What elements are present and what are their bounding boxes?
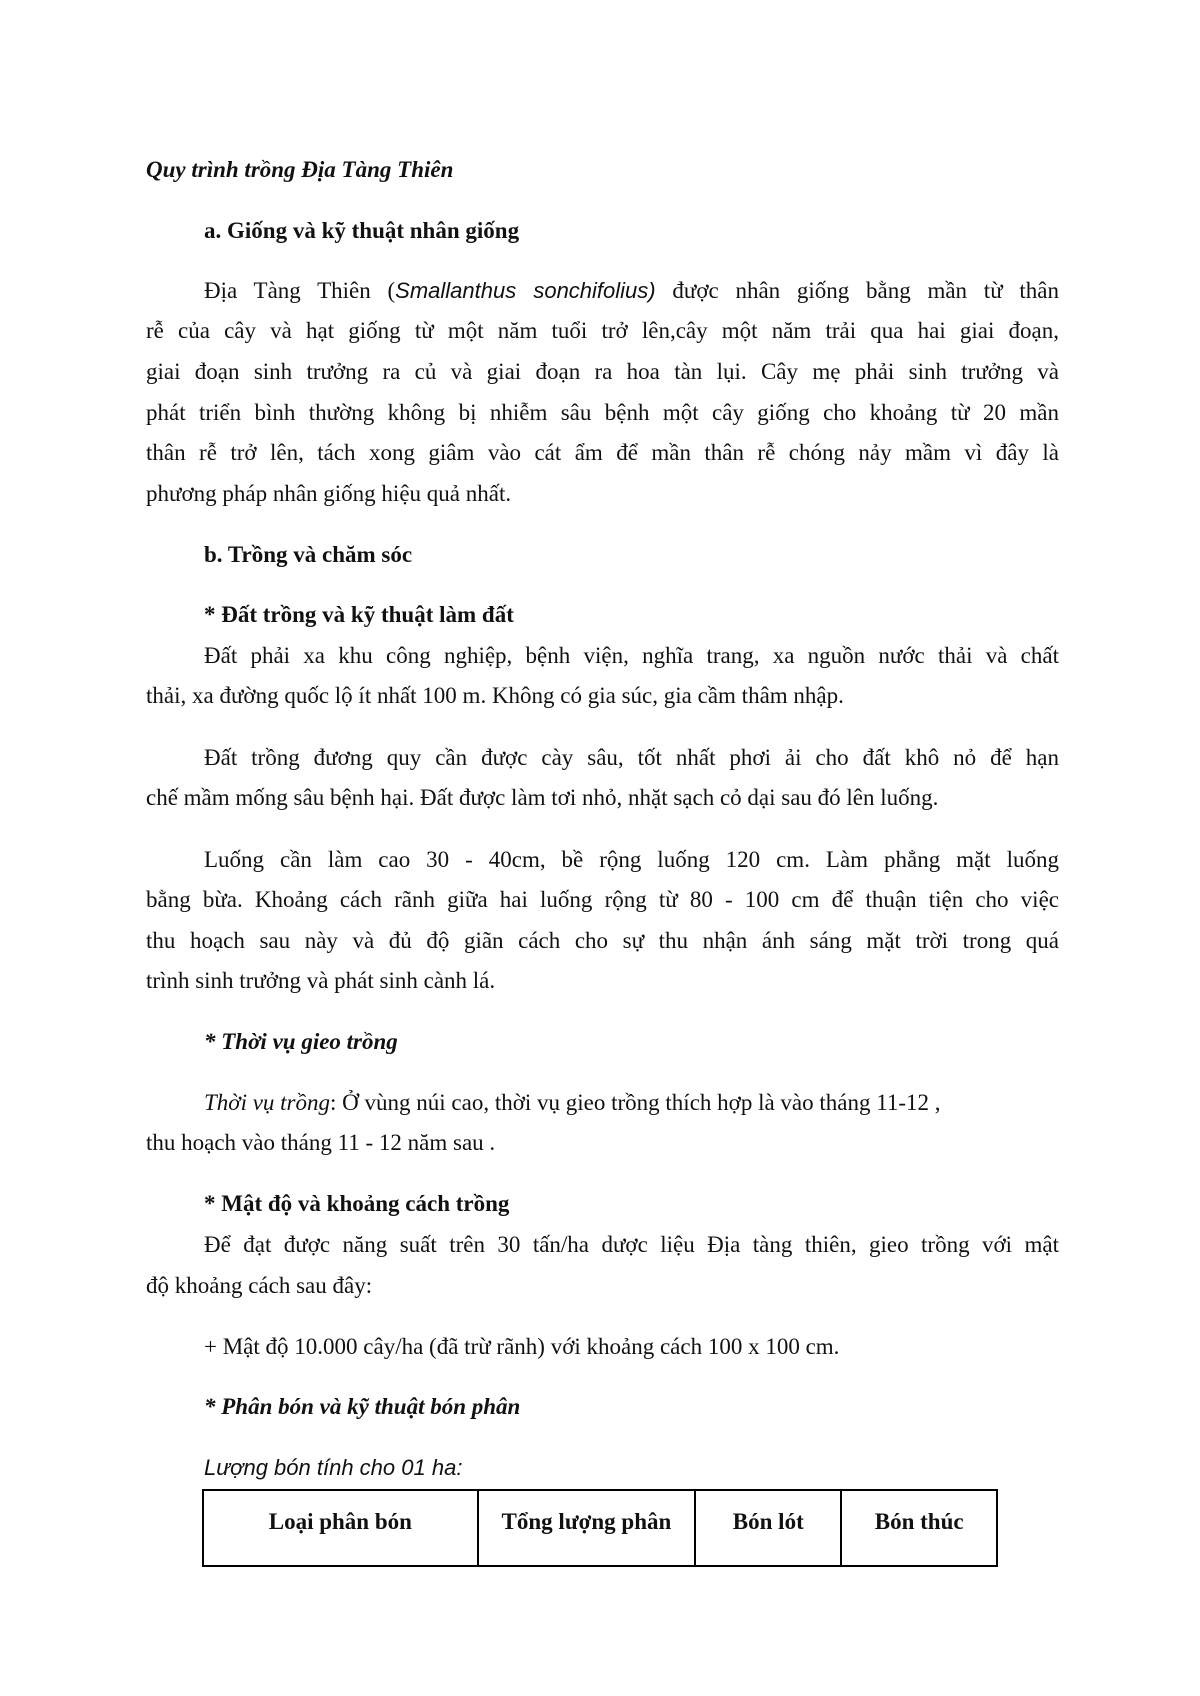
scientific-name: Smallanthus sonchifolius) [395,278,656,303]
soil-heading: * Đất trồng và kỹ thuật làm đất [204,602,514,627]
season-label: Thời vụ trồng [204,1090,331,1115]
table-header-cell: Tổng lượng phân [478,1490,696,1566]
section-a-lead-text: Địa Tàng Thiên ( [204,278,396,303]
section-a-paragraph-first-line [204,276,1059,306]
soil-paragraph-line: thu hoạch sau này và đủ độ giãn cách cho sự thu nhận ánh sáng mặt trời trong quá [146,928,1059,953]
density-paragraph-line: Để đạt được năng suất trên 30 tấn/ha dược liệu Địa tàng thiên, gieo trồng với mật [204,1232,1059,1257]
section-a-paragraph-line: phương pháp nhân giống hiệu quả nhất. [146,481,512,506]
soil-paragraph-line: Luống cần làm cao 30 - 40cm, bề rộng luống 120 cm. Làm phẳng mặt luống [204,847,1059,872]
soil-paragraph-line: Đất phải xa khu công nghiệp, bệnh viện, nghĩa trang, xa nguồn nước thải và chất [204,643,1059,668]
soil-paragraph-line: Đất trồng đương quy cần được cày sâu, tốt nhất phơi ải cho đất khô nỏ để hạn [204,745,1059,770]
section-a-lead-rest: được nhân giống bằng mần từ thân [655,278,1059,303]
fertilizer-table [202,1489,998,1567]
table-header-cell: Loại phân bón [203,1490,478,1566]
section-b-heading: b. Trồng và chăm sóc [204,542,413,567]
season-text: : Ở vùng núi cao, thời vụ gieo trồng thích hợp là vào tháng 11-12 , [330,1090,941,1115]
fertilizer-note: Lượng bón tính cho 01 ha: [204,1455,463,1480]
table-header-row [203,1490,997,1566]
soil-paragraph-line: trình sinh trưởng và phát sinh cành lá. [146,968,496,993]
season-heading: * Thời vụ gieo trồng [204,1029,398,1054]
table-header-cell: Bón lót [695,1490,841,1566]
soil-paragraph-line: thải, xa đường quốc lộ ít nhất 100 m. Không có gia súc, gia cầm thâm nhập. [146,683,844,708]
season-paragraph-line: thu hoạch vào tháng 11 - 12 năm sau . [146,1130,496,1155]
density-item: + Mật độ 10.000 cây/ha (đã trừ rãnh) với khoảng cách 100 x 100 cm. [204,1334,840,1359]
section-a-paragraph-line: thân rễ trở lên, tách xong giâm vào cát ẩm để mần thân rễ chóng nảy mầm vì đây là [146,440,1059,465]
season-paragraph-line [204,1088,941,1118]
soil-paragraph-line: bằng bừa. Khoảng cách rãnh giữa hai luống rộng từ 80 - 100 cm để thuận tiện cho việc [146,887,1059,912]
section-a-paragraph-line: giai đoạn sinh trưởng ra củ và giai đoạn ra hoa tàn lụi. Cây mẹ phải sinh trưởng và [146,359,1059,384]
table-header-cell: Bón thúc [841,1490,997,1566]
soil-paragraph-line: chế mầm mống sâu bệnh hại. Đất được làm tơi nhỏ, nhặt sạch cỏ dại sau đó lên luống. [146,785,939,810]
section-a-paragraph-line: rễ của cây và hạt giống từ một năm tuổi trở lên,cây một năm trải qua hai giai đoạn, [146,318,1059,343]
document-title: Quy trình trồng Địa Tàng Thiên [146,157,454,182]
fertilizer-heading: * Phân bón và kỹ thuật bón phân [204,1394,521,1419]
section-a-paragraph-line: phát triển bình thường không bị nhiễm sâu bệnh một cây giống cho khoảng từ 20 mần [146,400,1059,425]
density-paragraph-line: độ khoảng cách sau đây: [146,1273,373,1298]
section-a-heading: a. Giống và kỹ thuật nhân giống [204,218,520,243]
density-heading: * Mật độ và khoảng cách trồng [204,1191,510,1216]
